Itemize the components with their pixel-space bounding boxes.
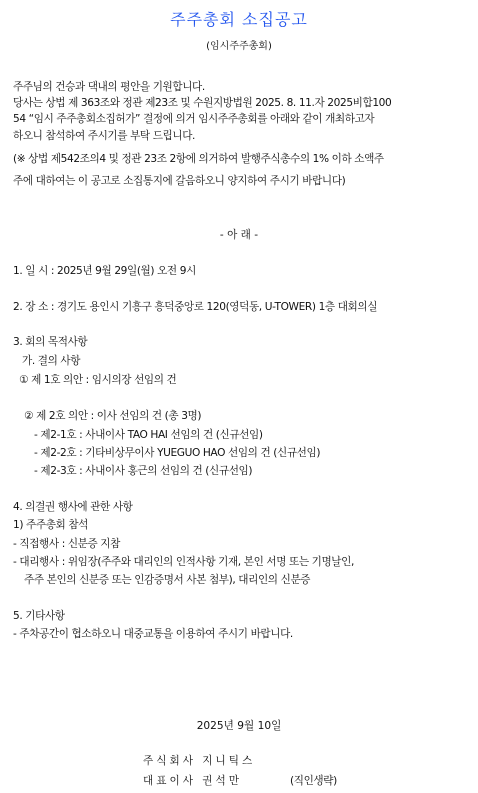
intro-line-2: 당사는 상법 제 363조와 정관 제23조 및 수원지방법원 2025. 8. 11.자 2025비합100 (13, 97, 392, 109)
item-3-heading: 3. 회의 목적사항 (13, 336, 88, 348)
agenda-2: ② 제 2호 의안 : 이사 선임의 건 (총 3명) (24, 410, 202, 422)
intro-line-5: (※ 상법 제542조의4 및 정관 23조 2항에 의거하여 발행주식총수의 1% 이하 소액주 (13, 153, 384, 165)
item-4-proxy-line-2: 주주 본인의 신분증 또는 인감증명서 사본 첨부), 대리인의 신분증 (24, 574, 311, 586)
seal-omitted-note: (직인생략) (290, 775, 337, 787)
item-2-location: 2. 장 소 : 경기도 용인시 기흥구 흥덕중앙로 120(영덕동, U-TOWER) 1층 대회의실 (13, 301, 378, 313)
agenda-1: ① 제 1호 의안 : 임시의장 선임의 건 (19, 374, 177, 386)
item-4-heading: 4. 의결권 행사에 관한 사항 (13, 501, 133, 513)
notice-date: 2025년 9월 10일 (196, 720, 282, 732)
item-5-heading: 5. 기타사항 (13, 610, 65, 622)
intro-line-3: 54 “임시 주주총회소집허가” 결정에 의거 임시주주총회를 아래와 같이 개최하고자 (13, 113, 375, 125)
item-4-sub: 1) 주주총회 참석 (13, 519, 89, 531)
intro-line-6: 주에 대하여는 이 공고로 소집통지에 갈음하오니 양지하여 주시기 바랍니다) (13, 175, 346, 187)
agenda-2-1: - 제2-1호 : 사내이사 TAO HAI 선임의 건 (신규선임) (34, 429, 263, 441)
notice-title: 주주총회 소집공고 (170, 10, 308, 29)
item-1-datetime: 1. 일 시 : 2025년 9월 29일(월) 오전 9시 (13, 265, 196, 277)
item-4-proxy-line-1: - 대리행사 : 위임장(주주와 대리인의 인적사항 기재, 본인 서명 또는 기명날인, (13, 556, 354, 568)
representative-name: 대표이사 권석만 (143, 775, 243, 787)
agenda-2-2: - 제2-2호 : 기타비상무이사 YUEGUO HAO 선임의 건 (신규선임) (34, 447, 321, 459)
agenda-2-3: - 제2-3호 : 사내이사 홍근의 선임의 건 (신규선임) (34, 465, 253, 477)
notice-subtitle: (임시주주총회) (206, 41, 272, 52)
below-heading: - 아 래 - (219, 229, 259, 241)
item-5-line: - 주차공간이 협소하오니 대중교통을 이용하여 주시기 바랍니다. (13, 628, 293, 640)
item-3-sub: 가. 결의 사항 (22, 355, 81, 367)
intro-line-4: 하오니 참석하여 주시기를 부탁 드립니다. (13, 130, 196, 142)
item-4-direct: - 직접행사 : 신분증 지참 (13, 538, 120, 550)
intro-line-1: 주주님의 건승과 댁내의 평안을 기원합니다. (13, 81, 205, 93)
company-name: 주식회사 지니틱스 (143, 755, 256, 767)
